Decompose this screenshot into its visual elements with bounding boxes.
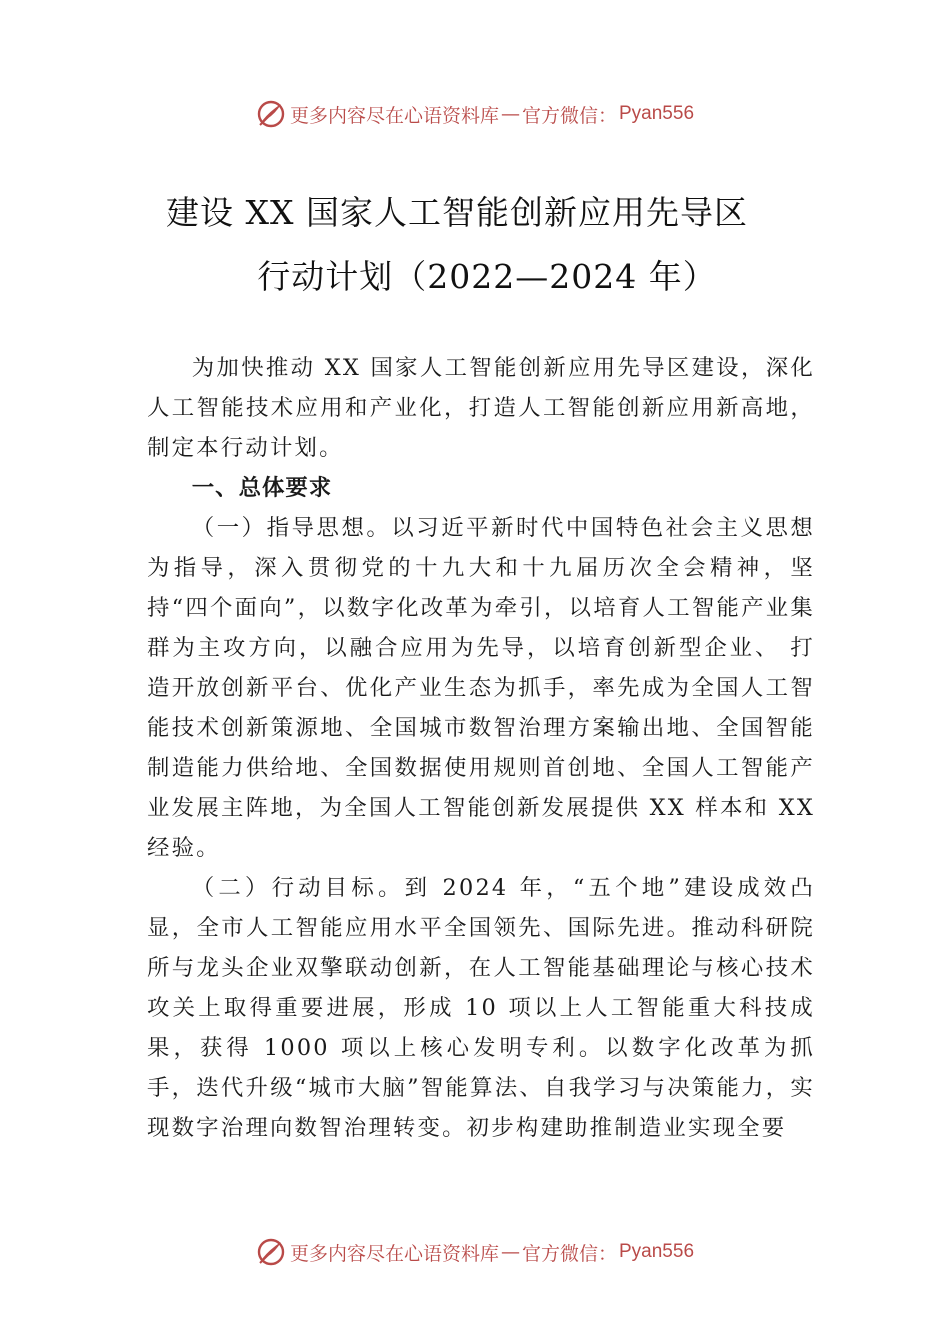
intro-paragraph: 为加快推动 XX 国家人工智能创新应用先导区建设，深化人工智能技术应用和产业化，打造人工智能创新应用新高地，制定本行动计划。 [147, 355, 815, 461]
watermark-wechat-id: Pyan556 [619, 103, 695, 124]
section-heading-general-requirements: 一、总体要求 [191, 475, 333, 501]
watermark-site-name: 更多内容尽在心语资料库 [289, 104, 499, 127]
watermark-banner-top [0, 94, 950, 134]
watermark-banner-bottom [0, 1232, 950, 1272]
watermark-wechat-label: 官方微信： [521, 104, 617, 127]
quill-logo-icon [256, 99, 286, 129]
watermark-separator: — [500, 103, 520, 125]
watermark-wechat-label: 官方微信： [521, 1242, 617, 1265]
guiding-ideology-paragraph: （一）指导思想。以习近平新时代中国特色社会主义思想为指导，深入贯彻党的十九大和十九届历次全会精神，坚持“四个面向”，以数字化改革为牵引，以培育人工智能产业集群为主攻方向，以融合应用为先导，以培育创新型企业、 打造开放创新平台、优化产业生态为抓手，率先成为全国人工智能技术创新策源地、全国城市数智治理方案输出地、全国智能制造能力供给地、全国数据使用规则首创地、全国人工智能产业发展主阵地，为全国人工智能创新发展提供 XX 样本和 XX 经验。 [147, 515, 815, 861]
document-title-line1: 建设 XX 国家人工智能创新应用先导区 [166, 193, 748, 232]
watermark-separator: — [500, 1241, 520, 1263]
watermark-wechat-id: Pyan556 [619, 1241, 695, 1262]
document-body [147, 348, 815, 1148]
quill-logo-icon [256, 1237, 286, 1267]
watermark-site-name: 更多内容尽在心语资料库 [289, 1242, 499, 1265]
action-goals-paragraph: （二）行动目标。到 2024 年，“五个地”建设成效凸显，全市人工智能应用水平全国领先、国际先进。推动科研院所与龙头企业双擎联动创新，在人工智能基础理论与核心技术攻关上取得重要进展，形成 10 项以上人工智能重大科技成果，获得 1000 项以上核心发明专利。以数字化改革为抓手，迭代升级“城市大脑”智能算法、自我学习与决策能力，实现数字治理向数智治理转变。初步构建助推制造业实现全要 [147, 875, 815, 1141]
document-title-line2: 行动计划（2022—2024 年） [257, 257, 717, 296]
